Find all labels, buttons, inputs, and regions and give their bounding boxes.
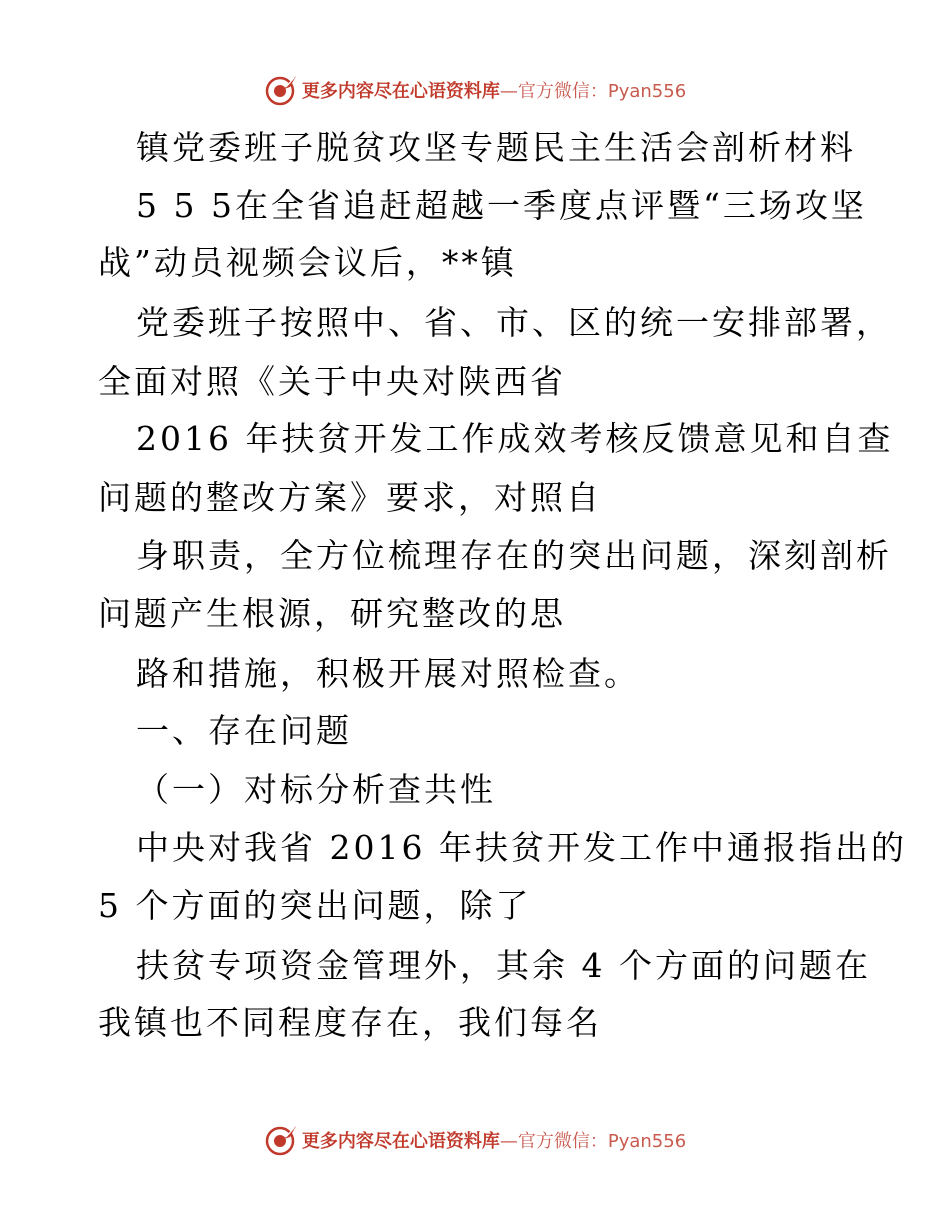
watermark-text — [302, 77, 686, 103]
paragraph-line: 路和措施，积极开展对照检查。 — [136, 654, 640, 693]
watermark-wechat: —官方微信：Pyan556 — [499, 1131, 687, 1152]
paragraph-line: 全面对照《关于中央对陕西省 — [98, 362, 566, 401]
watermark-site-name: 更多内容尽在心语资料库 — [301, 1131, 500, 1152]
paragraph-line: 我镇也不同程度存在，我们每名 — [98, 1003, 602, 1042]
paragraph-line: 扶贫专项资金管理外，其余 4 个方面的问题在 — [136, 946, 871, 985]
document-title: 镇党委班子脱贫攻坚专题民主生活会剖析材料 — [136, 128, 856, 167]
paragraph-line: 身职责，全方位梳理存在的突出问题，深刻剖析 — [136, 536, 892, 575]
paragraph-line: 问题的整改方案》要求，对照自 — [98, 478, 602, 517]
paragraph-line: 问题产生根源，研究整改的思 — [98, 594, 566, 633]
section-heading: 一、存在问题 — [136, 711, 352, 750]
watermark-wechat: —官方微信：Pyan556 — [499, 81, 687, 102]
paragraph-line: 2016 年扶贫开发工作成效考核反馈意见和自查 — [136, 419, 894, 458]
paragraph-line: 5 5 5在全省追赶超越一季度点评暨“三场攻坚 — [136, 186, 867, 225]
header-watermark — [0, 70, 950, 110]
paragraph-line: 5 个方面的突出问题，除了 — [98, 886, 532, 925]
paragraph-line: 战”动员视频会议后，**镇 — [98, 243, 517, 282]
watermark-text — [302, 1127, 686, 1153]
footer-watermark — [0, 1120, 950, 1160]
quill-logo-icon — [264, 1123, 298, 1157]
paragraph-line: 中央对我省 2016 年扶贫开发工作中通报指出的 — [136, 828, 907, 867]
watermark-site-name: 更多内容尽在心语资料库 — [301, 81, 500, 102]
quill-logo-icon — [264, 73, 298, 107]
paragraph-line: 党委班子按照中、省、市、区的统一安排部署， — [136, 303, 892, 342]
subsection-heading: （一）对标分析查共性 — [136, 770, 496, 809]
